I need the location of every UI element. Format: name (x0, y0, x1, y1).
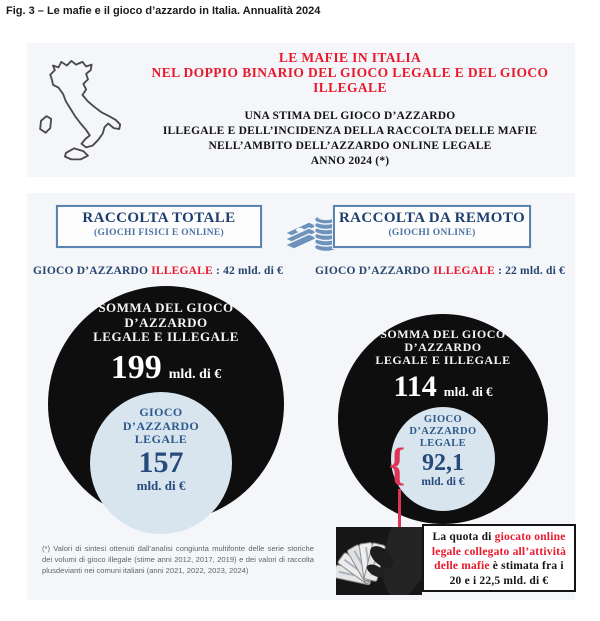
left-outer-label2: D’AZZARDO (124, 314, 208, 330)
figure-caption: Fig. 3 – Le mafie e il gioco d’azzardo in Italia. Annualità 2024 (6, 5, 321, 17)
right-outer-unit: mld. di € (443, 384, 493, 399)
right-outer-label2: D’AZZARDO (404, 340, 482, 354)
red-brace: { (388, 438, 406, 489)
left-inner-label3: LEGALE (134, 432, 188, 446)
red-title-line1: LE MAFIE IN ITALIA (278, 50, 422, 65)
left-outer-label3: LEGALE E ILLEGALE (93, 329, 239, 344)
callout-l1-red: giocato online (494, 531, 566, 543)
illegal-left-word: ILLEGALE (151, 265, 213, 277)
italy-map-icon (30, 52, 122, 172)
left-outer-circle-text (48, 301, 284, 387)
left-inner-circle-text (90, 406, 232, 494)
raccolta-remoto-box (333, 205, 531, 248)
subtitle-line3: NELL’AMBITO DELL’AZZARDO ONLINE LEGALE (208, 140, 492, 152)
left-outer-value: 199 (110, 348, 162, 386)
left-inner-label1: GIOCO (139, 405, 183, 419)
callout-l2-red: legale collegato all’attività (431, 545, 567, 558)
mafia-online-quota-callout (422, 524, 576, 592)
raccolta-remoto-title: RACCOLTA DA REMOTO (338, 210, 526, 226)
illegal-left-value: : 42 mld. di € (212, 265, 283, 277)
raccolta-totale-subtitle: (GIOCHI FISICI E ONLINE) (94, 228, 224, 238)
callout-l4-black: 20 e i 22,5 mld. di € (449, 574, 549, 587)
left-outer-unit: mld. di € (168, 366, 222, 382)
right-outer-label3: LEGALE E ILLEGALE (375, 353, 511, 367)
illegal-right-value: : 22 mld. di € (494, 265, 565, 277)
illegal-line-left (33, 265, 283, 277)
left-outer-label1: SOMMA DEL GIOCO (98, 300, 234, 315)
red-connector-line (398, 489, 401, 527)
right-outer-label1: SOMMA DEL GIOCO (380, 327, 506, 341)
left-inner-unit: mld. di € (136, 477, 186, 493)
raccolta-totale-title: RACCOLTA TOTALE (82, 210, 236, 226)
red-title-line2: NEL DOPPIO BINARIO DEL GIOCO LEGALE E DEL GIOCO ILLEGALE (151, 65, 549, 95)
right-inner-label2: D’AZZARDO (409, 426, 477, 437)
header-text-block (128, 50, 572, 169)
right-inner-label3: LEGALE (419, 438, 467, 449)
left-inner-label2: D’AZZARDO (122, 418, 200, 433)
illegal-left-label: GIOCO D’AZZARDO (33, 265, 152, 277)
right-outer-circle-text (338, 328, 548, 404)
footnote-text: (*) Valori di sintesi ottenuti dall’analisi congiunta multifonte delle serie storiche dei volumi di gioco illegale (stime anni 2012, 2017, 2019) e dei valori di raccolta plusdevianti nei comuni italiani (anni 2021, 2022, 2023, 2024) (42, 544, 314, 575)
raccolta-totale-box (56, 205, 262, 248)
subtitle-line2: ILLEGALE E DELL’INCIDENZA DELLA RACCOLTA DELLE MAFIE (162, 125, 538, 137)
illegal-line-right (315, 265, 565, 277)
illegal-right-label: GIOCO D’AZZARDO (315, 265, 434, 277)
subtitle-line1: UNA STIMA DEL GIOCO D’AZZARDO (244, 110, 456, 122)
left-inner-value: 157 (138, 445, 184, 479)
right-inner-value: 92,1 (422, 450, 464, 476)
hand-banknotes-photo (336, 527, 422, 595)
right-inner-label1: GIOCO (423, 414, 463, 425)
callout-l1-black: La quota di (432, 531, 495, 543)
illegal-right-word: ILLEGALE (433, 265, 495, 277)
right-outer-value: 114 (393, 370, 437, 403)
callout-l3-black: è stimata fra i (492, 560, 564, 572)
right-inner-unit: mld. di € (421, 476, 465, 488)
subtitle-line4: ANNO 2024 (*) (310, 155, 390, 167)
callout-l3-red: delle mafie (434, 560, 493, 572)
right-inner-circle-text (388, 414, 495, 489)
raccolta-remoto-subtitle: (GIOCHI ONLINE) (388, 228, 476, 238)
